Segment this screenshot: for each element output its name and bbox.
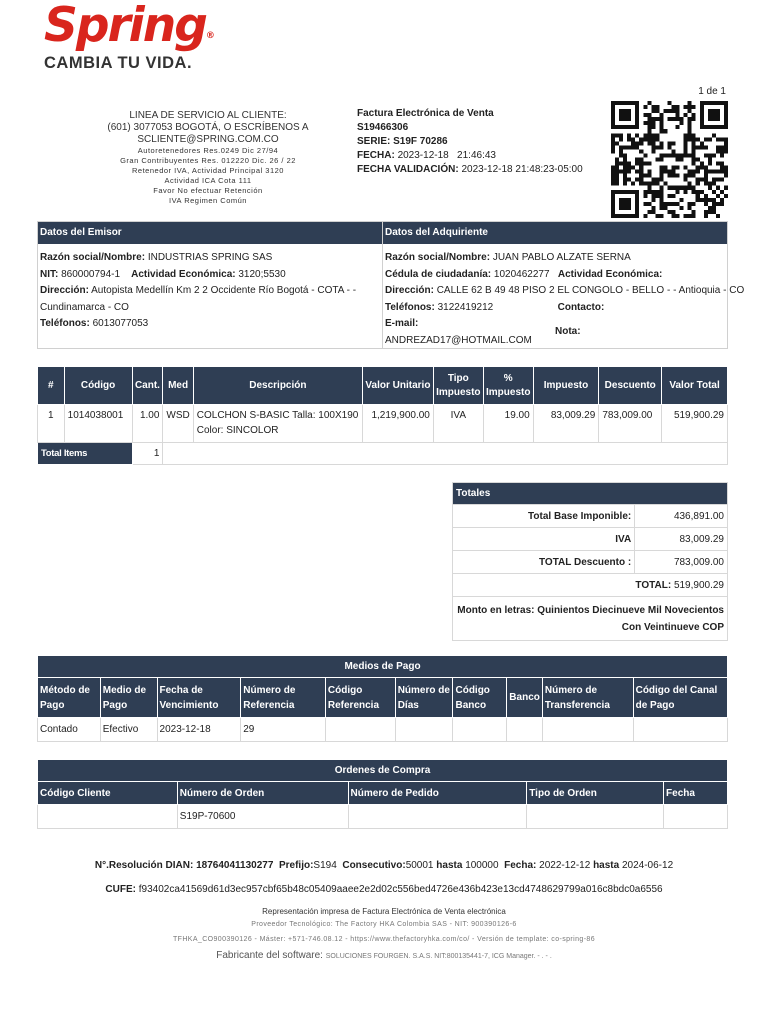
payment-days [395, 718, 453, 742]
buyer-contact-label: Contacto: [557, 301, 605, 313]
validation-label: FECHA VALIDACIÓN: [357, 164, 459, 175]
order-client-code [38, 805, 178, 829]
col-header: Método de Pago [38, 678, 101, 718]
orders-table [37, 759, 728, 829]
issuer-nit-label: NIT: [40, 268, 59, 280]
table-row [38, 718, 728, 742]
buyer-address: CALLE 62 B 49 48 PISO 2 EL CONGOLO - BELLO - - Antioquia - CO [436, 285, 745, 296]
table-row [38, 405, 728, 443]
issuer-title: Datos del Emisor [38, 222, 382, 244]
payment-ref-code [325, 718, 395, 742]
invoice-title: Factura Electrónica de Venta [357, 108, 494, 119]
buyer-name-label: Razón social/Nombre: [385, 252, 491, 263]
date-range-label: Fecha: [504, 860, 537, 871]
item-unit-price: 1,219,900.00 [362, 405, 433, 443]
col-header: Código Banco [453, 678, 507, 718]
orders-title: Ordenes de Compra [38, 760, 728, 782]
col-header: Tipo de Orden [527, 782, 664, 805]
totals-table [452, 482, 728, 641]
invoice-date: 2023-12-18 21:46:43 [397, 150, 496, 161]
until-label: hasta [593, 860, 620, 871]
col-header: Valor Unitario [362, 367, 433, 405]
col-header: Medio de Pago [100, 678, 157, 718]
issuer-name-label: Razón social/Nombre: [40, 252, 146, 263]
customer-service-block [88, 110, 328, 206]
payment-title: Medios de Pago [38, 656, 728, 678]
dian-resolution [0, 860, 768, 871]
item-total: 519,900.29 [662, 405, 728, 443]
consecutive-label: Consecutivo: [342, 860, 406, 871]
buyer-phone-label: Teléfonos: [385, 301, 435, 313]
tax-note: IVA Regimen Común [169, 196, 247, 205]
col-header: Número de Pedido [348, 782, 527, 805]
footer-line: Representación impresa de Factura Electrónica de Venta electrónica [262, 907, 506, 916]
order-number: S19P-70600 [177, 805, 348, 829]
totals-title: Totales [453, 483, 728, 505]
col-header: Número de Referencia [241, 678, 326, 718]
buyer-id: 1020462277 [493, 268, 550, 280]
issuer-address-cont: Cundinamarca - CO [40, 301, 129, 313]
brand-logo [44, 2, 213, 73]
col-header: Código Referencia [325, 678, 395, 718]
order-type [527, 805, 664, 829]
invoice-serie: S19F 70286 [393, 136, 448, 147]
service-line-2: (601) 3077053 BOGOTÁ, O ESCRÍBENOS A [107, 122, 309, 133]
item-desc-line: Color: SINCOLOR [196, 425, 279, 436]
cufe [0, 884, 768, 895]
software-maker [0, 950, 768, 961]
buyer-address-label: Dirección: [385, 285, 434, 296]
col-header: Descuento [599, 367, 662, 405]
col-header: % Impuesto [483, 367, 533, 405]
qr-code-icon [611, 101, 728, 218]
footer-line: TFHKA_CO900390126 - Máster: +571-746.08.12 - https://www.thefactoryhka.com/co/ - Versión de template: co-spring-86 [172, 936, 596, 943]
order-date [664, 805, 728, 829]
resolution-number: 18764041130277 [196, 860, 274, 871]
brand-name: Spring [44, 0, 206, 53]
cufe-label: CUFE: [105, 884, 136, 895]
total-value: 519,900.29 [673, 579, 724, 591]
item-unit: WSD [163, 405, 193, 443]
payment-transfer [542, 718, 633, 742]
total-items-value: 1 [132, 443, 163, 465]
tax-note: Gran Contribuyentes Res. 012220 Dic. 26 / 22 [120, 156, 296, 165]
amount-words-line: Monto en letras: Quinientos Diecinueve Mil Novecientos [457, 604, 724, 616]
issuer-panel [38, 222, 383, 348]
item-tax-pct: 19.00 [483, 405, 533, 443]
cufe-value: f93402ca41569d61d3ec957cbf65b48c05409aaee2e2d02c556bed4726e436b423e13cd4748629799a016c8bdc0a6556 [138, 884, 663, 895]
item-tax-type: IVA [433, 405, 483, 443]
item-index: 1 [38, 405, 65, 443]
serie-label: SERIE: [357, 136, 391, 147]
issuer-phone-label: Teléfonos: [40, 318, 90, 329]
item-code: 1014038001 [64, 405, 132, 443]
issuer-address: Autopista Medellín Km 2 2 Occidente Río Bogotá - COTA - - [91, 285, 357, 296]
discount-value: 783,009.00 [635, 551, 728, 574]
payment-due-date: 2023-12-18 [157, 718, 241, 742]
col-header: Número de Orden [177, 782, 348, 805]
invoice-header [357, 107, 583, 177]
fecha-label: FECHA: [357, 150, 395, 161]
col-header: Código Cliente [38, 782, 178, 805]
service-email: SCLIENTE@SPRING.COM.CO [137, 134, 279, 145]
col-header: Tipo Impuesto [433, 367, 483, 405]
issuer-activity: 3120;5530 [238, 268, 286, 280]
buyer-name: JUAN PABLO ALZATE SERNA [492, 252, 631, 263]
issuer-activity-label: Actividad Económica: [131, 268, 236, 280]
party-data-section [37, 221, 745, 349]
col-header: Cant. [132, 367, 163, 405]
item-qty: 1.00 [132, 405, 163, 443]
tax-note: Favor No efectuar Retención [153, 186, 263, 195]
payment-method: Contado [38, 718, 101, 742]
amount-in-words [453, 597, 728, 641]
brand-tagline: CAMBIA TU VIDA. [44, 54, 193, 72]
base-value: 436,891.00 [635, 505, 728, 528]
item-discount: 783,009.00 [599, 405, 662, 443]
base-label: Total Base Imponible: [453, 505, 635, 528]
payment-channel [633, 718, 727, 742]
empty-cell [163, 443, 728, 465]
amount-words-line: Con Veintinueve COP [621, 621, 724, 633]
until-label: hasta [436, 860, 463, 871]
table-row [38, 805, 728, 829]
footer-line: Proveedor Tecnológico: The Factory HKA Colombia SAS - NIT: 900390126-6 [251, 921, 517, 928]
invoice-number: S19466306 [357, 122, 409, 133]
issuer-address-label: Dirección: [40, 285, 89, 296]
prefix-value: S194 [313, 860, 337, 871]
payment-means: Efectivo [100, 718, 157, 742]
tax-note: Autoretenedores Res.0249 Dic 27/94 [137, 146, 279, 155]
col-header: Banco [507, 678, 543, 718]
discount-label: TOTAL Descuento : [453, 551, 635, 574]
consecutive-to: 100000 [465, 860, 499, 871]
buyer-panel [383, 222, 745, 348]
col-header: Med [163, 367, 193, 405]
total-label: TOTAL: [635, 579, 672, 591]
buyer-email: ANDREZAD17@HOTMAIL.COM [385, 334, 532, 346]
buyer-phone: 3122419212 [437, 301, 494, 313]
service-line-1: LINEA DE SERVICIO AL CLIENTE: [129, 110, 287, 121]
validation-date: 2023-12-18 21:48:23-05:00 [461, 164, 583, 175]
buyer-note-label: Nota: [555, 326, 581, 337]
item-tax: 83,009.29 [533, 405, 599, 443]
order-request-number [348, 805, 527, 829]
prefix-label: Prefijo: [278, 860, 314, 871]
issuer-phone: 6013077053 [92, 318, 149, 329]
payment-bank [507, 718, 543, 742]
software-maker-value: SOLUCIONES FOURGEN. S.A.S. NIT:800135441-7, ICG Manager. - . - . [325, 953, 552, 960]
resolution-label: N°.Resolución DIAN: [94, 860, 194, 871]
col-header: Código [64, 367, 132, 405]
col-header: Descripción [193, 367, 362, 405]
total-items-label: Total Items [38, 443, 133, 465]
issuer-nit: 860000794-1 [61, 268, 121, 280]
col-header: Fecha de Vencimiento [157, 678, 241, 718]
col-header: # [38, 367, 65, 405]
page-number: 1 de 1 [698, 86, 726, 97]
col-header: Valor Total [662, 367, 728, 405]
col-header: Fecha [664, 782, 728, 805]
buyer-activity-label: Actividad Económica: [557, 268, 663, 280]
tax-note: Actividad ICA Cota 111 [164, 176, 252, 185]
iva-label: IVA [453, 528, 635, 551]
issuer-name: INDUSTRIAS SPRING SAS [147, 252, 273, 263]
item-description [193, 405, 362, 443]
payment-table [37, 655, 728, 742]
payment-bank-code [453, 718, 507, 742]
date-from: 2022-12-12 [539, 860, 591, 871]
tax-note: Retenedor IVA, Actividad Principal 3120 [132, 166, 284, 175]
buyer-email-label: E-mail: [385, 318, 419, 329]
buyer-title: Datos del Adquiriente [383, 222, 727, 244]
date-to: 2024-06-12 [621, 860, 674, 871]
iva-value: 83,009.29 [635, 528, 728, 551]
payment-reference: 29 [241, 718, 326, 742]
col-header: Número de Transferencia [542, 678, 633, 718]
consecutive-from: 50001 [405, 860, 434, 871]
items-table [37, 366, 728, 465]
buyer-id-label: Cédula de ciudadanía: [385, 268, 492, 280]
col-header: Impuesto [533, 367, 599, 405]
software-maker-label: Fabricante del software: [216, 950, 323, 961]
item-desc-line: COLCHON S-BASIC Talla: 100X190 [196, 410, 359, 421]
col-header: Código del Canal de Pago [633, 678, 727, 718]
col-header: Número de Días [395, 678, 453, 718]
registered-mark: ® [205, 31, 213, 41]
